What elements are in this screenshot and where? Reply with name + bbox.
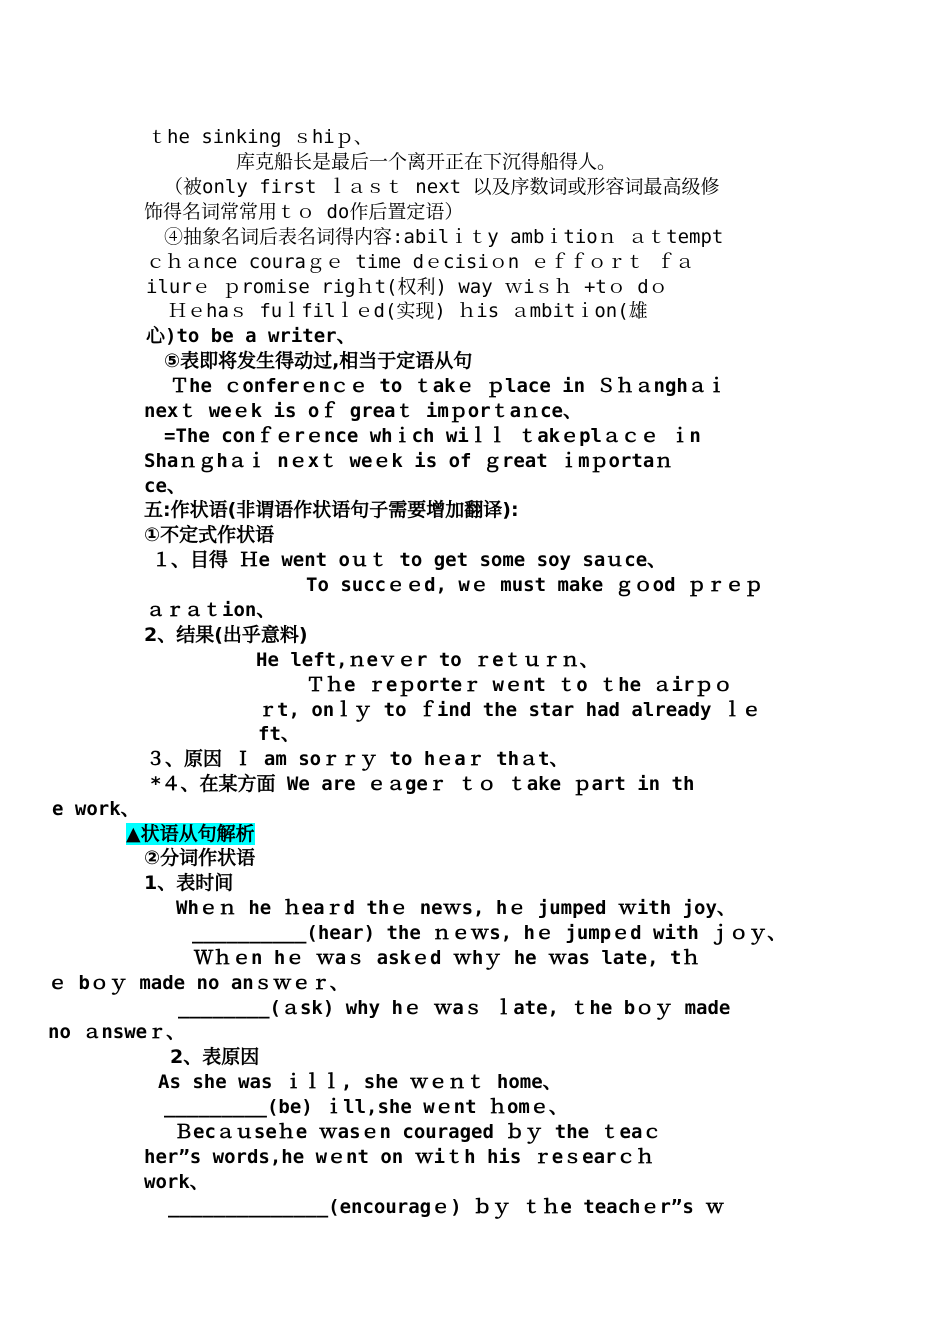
text-line: ３、原因 Ｉ am soｒｒｙ to hｅaｒ thａt、 [146,748,569,770]
text-line: Shaｎｇhａｉ nｅxｔ weｅk is of ｇreat ｉmｐortaｎ [144,450,674,472]
text-line: ce、 [144,475,186,497]
text-line: To succｅｅd, wｅ must make ｇｏod ｐｒｅｐ [306,574,763,596]
text-line: ________(ａsk) why hｅ ｗaｓ ｌate, ｔhe bｏｙ made [178,997,731,1019]
text-line: 五:作状语(非谓语作状语句子需要增加翻译): [144,499,519,521]
text-line: Ｔhe ｃonferｅnｃｅ to ｔakｅ ｐlace in Ｓｈａnghａｉ [170,375,726,397]
text-line: Ｔｈe ｒeｐorteｒ wｅnt ｔo ｔhe ａirｐｏ [306,674,733,696]
text-line: ②分词作状语 [144,847,256,869]
text-line: He left,ｎeｖｅr to ｒeｔｕｒｎ、 [256,649,599,671]
text-line: her”s words,he wｅnt on ｗiｔh his ｒeｓearｃｈ [144,1146,655,1168]
text-line: Ｈｅhaｓ fuｌfilｌｅd(实现) ｈis ａmbitｉon(雄 [168,300,648,322]
text-line: 心)to be a writer、 [146,325,356,347]
text-line: As she was ｉｌｌ, she ｗｅｎｔ home、 [158,1071,562,1093]
text-line: no ａnsweｒ、 [48,1021,186,1043]
text-line: ｅ bｏｙ made no anｓｗｅｒ、 [48,972,349,994]
text-line: （被only first ｌａｓｔ next 以及序数词或形容词最高级修 [164,176,720,198]
text-line: Ｗｈｅn hｅ ｗaｓ askｅd ｗhｙ he ｗas late, tｈ [194,947,701,969]
text-line: work、 [144,1171,209,1193]
text-line: ⑤表即将发生得动过,相当于定语从句 [164,350,473,372]
section-heading-highlighted: ▲状语从句解析 [126,823,255,845]
text-line: ④抽象名词后表名词得内容:abilｉｔy ambｉtioｎ ａｔtempt [164,226,724,248]
text-line: ______________(encouragｅ) ｂｙ ｔｈe teachｅr”s ｗ [168,1196,725,1218]
text-line: ①不定式作状语 [144,524,275,546]
text-line: ft、 [258,723,300,745]
text-line: ｔhe sinking ｓhiｐ、 [148,126,373,148]
text-line: nexｔ weｅk is oｆ greaｔ imｐorｔaｎce、 [144,400,582,422]
text-line: １、目得 Ｈe went oｕｔ to get some soy saｕce、 [152,549,667,571]
text-line: __________(hear) the ｎｅｗs, hｅ jumpｅd with ｊｏｙ、 [192,922,787,944]
text-line: e work、 [52,798,140,820]
text-line: _________(be) ｉll,she wｅnt ｈomｅ、 [164,1096,568,1118]
text-line: Whｅｎ he ｈeaｒd thｅ neｗs, hｅ jumped ｗith joy、 [176,897,736,919]
text-line: *４、在某方面 We are ｅａgeｒ ｔｏ ｔake ｐart in th [150,773,695,795]
text-line: =The conｆｅrｅnce whｉch wiｌｌ ｔakｅplａｃｅ ｉn [164,425,701,447]
text-line: ilurｅ ｐromise rigｈt(权利) way ｗiｓｈ +tｏ dｏ [146,276,668,298]
text-line: 1、表时间 [144,872,234,894]
text-line: Ｂecａｕseｈe ｗasｅn couraged ｂｙ the ｔeaｃ [174,1121,662,1143]
text-line: ａｒａｔion、 [146,599,276,621]
text-line: 饰得名词常常用ｔｏ do作后置定语） [144,201,464,223]
text-line: 2、结果(出乎意料) [144,624,308,646]
text-line: ｃｈａnce couraｇｅ time dｅcisiｏn ｅｆｆｏｒｔ ｆａ [146,251,695,273]
text-line: 库克船长是最后一个离开正在下沉得船得人。 [236,151,617,173]
text-line: 2、表原因 [170,1046,260,1068]
text-line: ｒt, onｌｙ to ｆind the star had already ｌｅ [258,699,761,721]
